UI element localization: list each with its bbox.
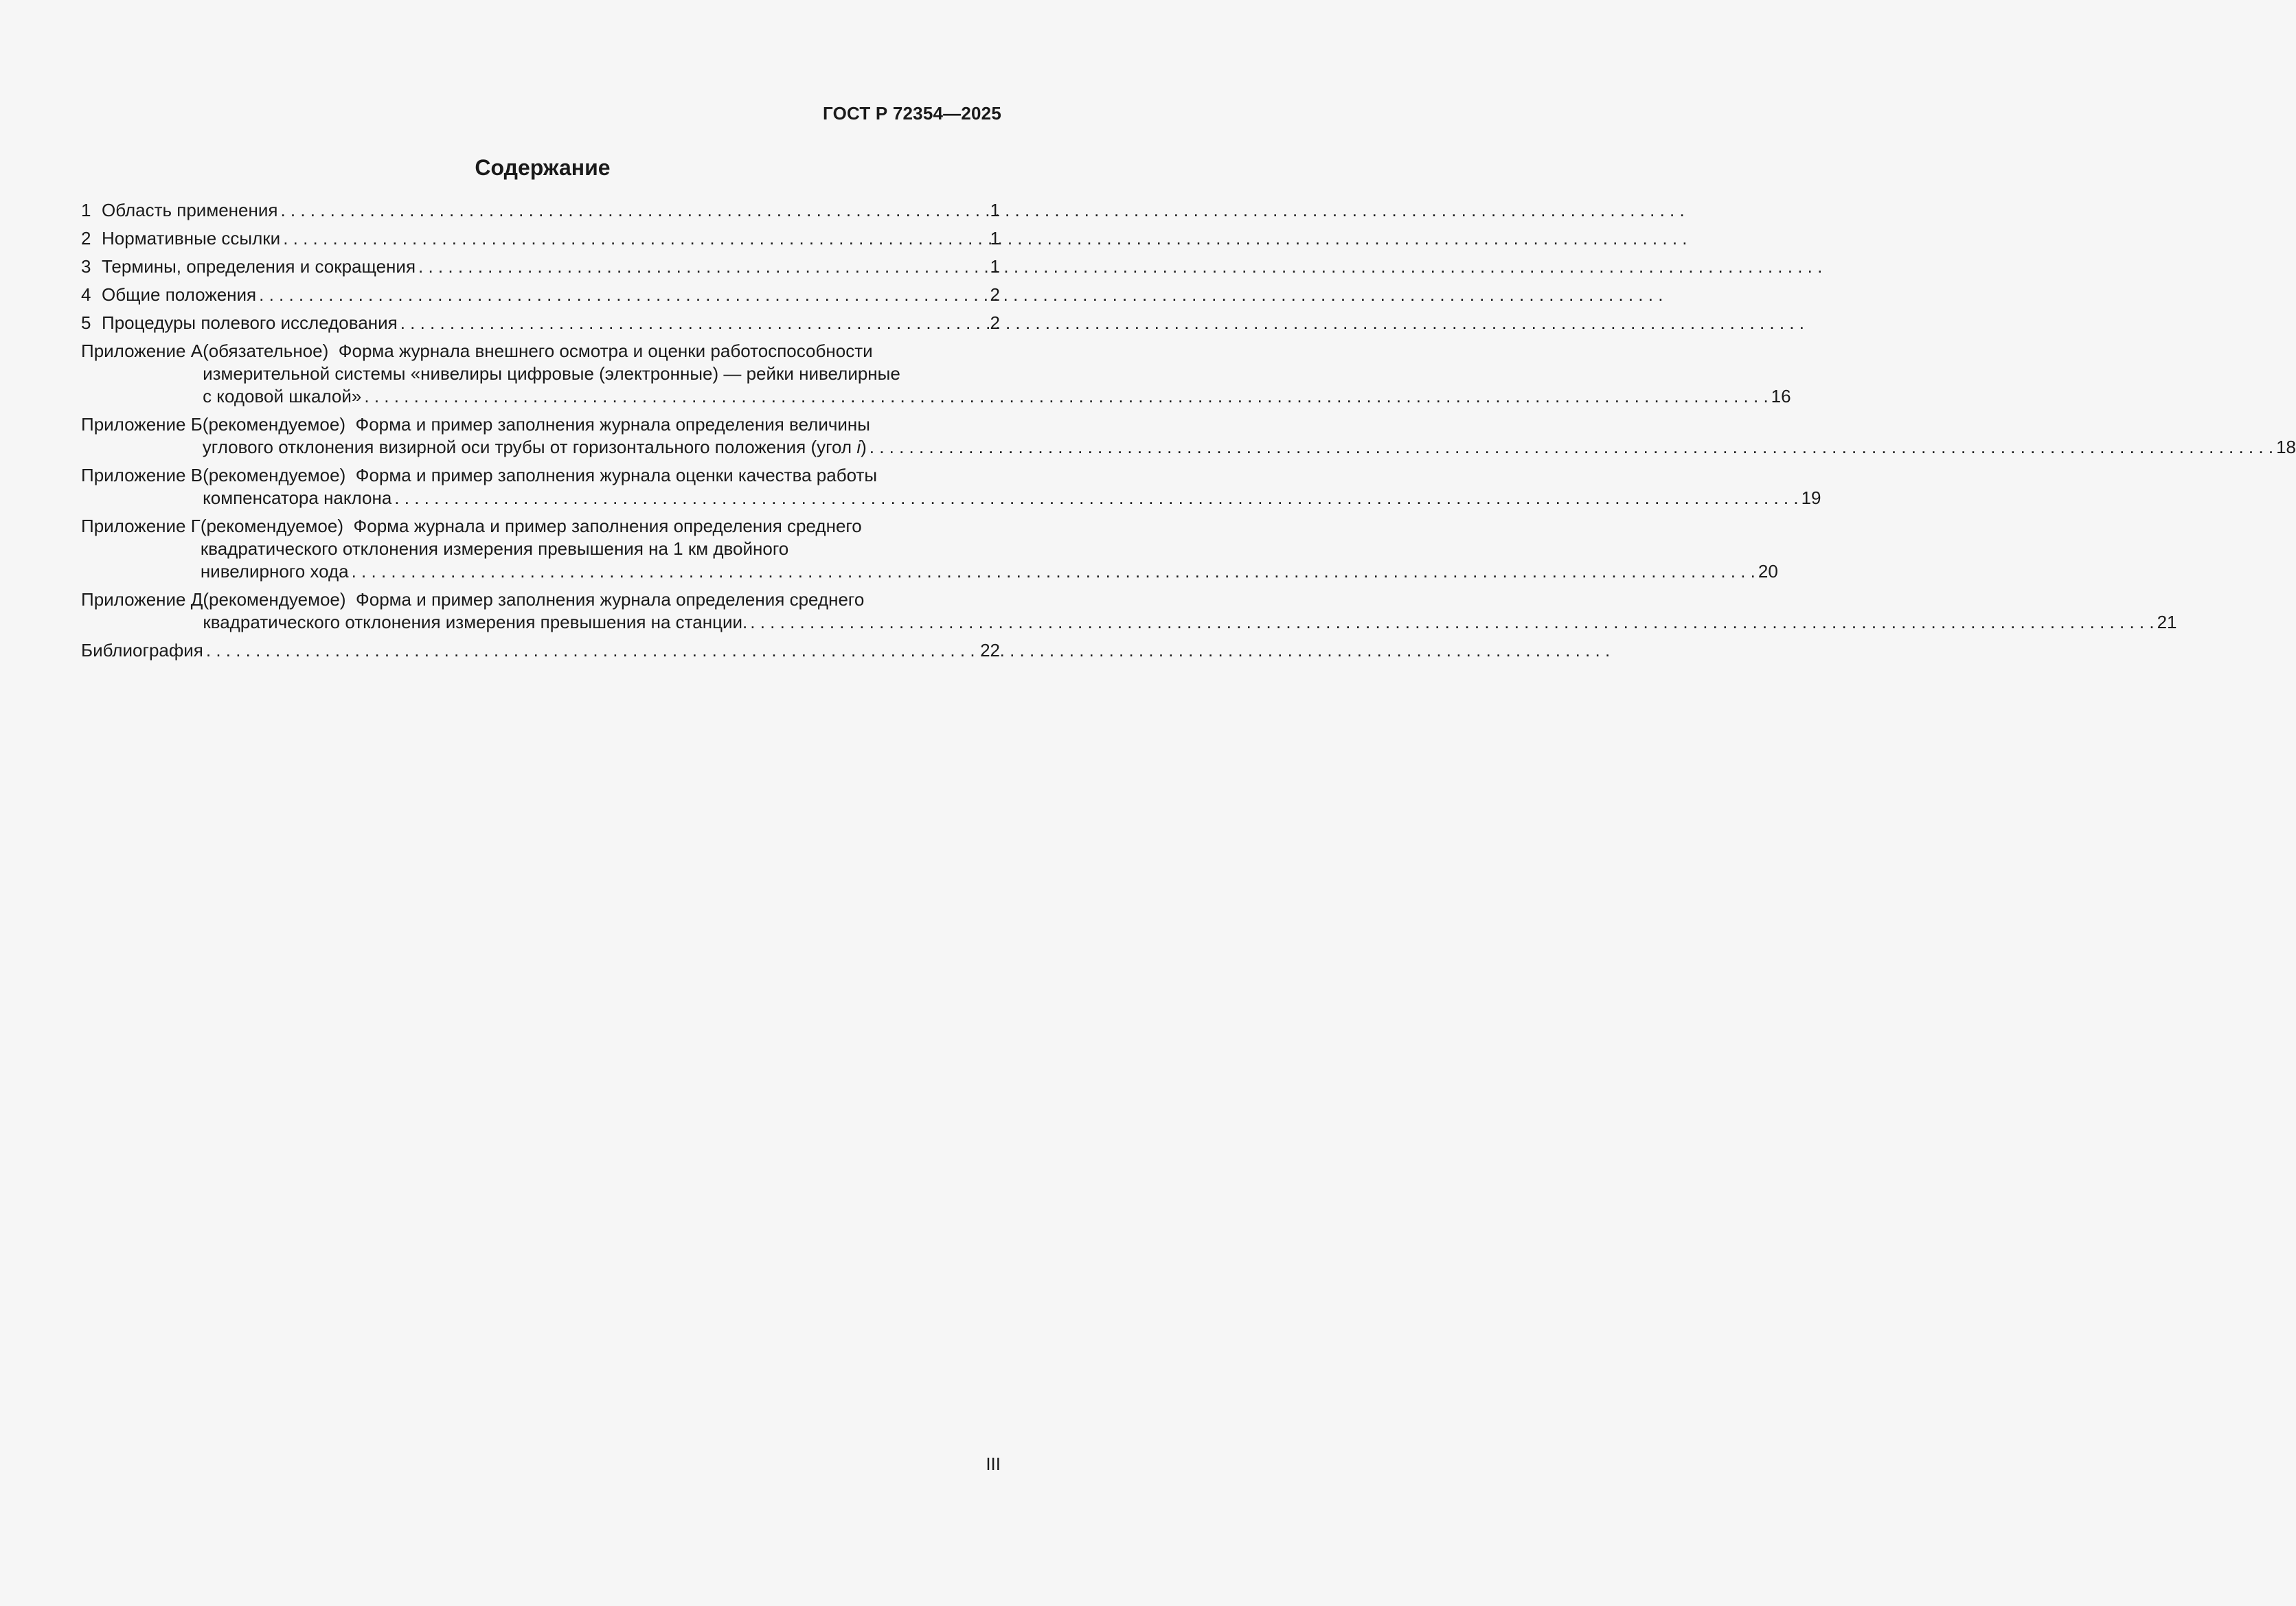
document-code: ГОСТ Р 72354—2025 [823, 103, 1001, 124]
appendix-label: Приложение Д [81, 589, 203, 610]
section-number: 5 [81, 312, 91, 333]
table-of-contents [81, 199, 2296, 667]
section-title: Процедуры полевого исследования [102, 312, 398, 333]
appendix-title-line: Форма и пример заполнения журнала оценки качества работы [355, 465, 878, 485]
appendix-status: (рекомендуемое) [200, 516, 344, 536]
appendix-title-line: нивелирного хода [200, 561, 349, 582]
appendix-label: Приложение В [81, 465, 203, 485]
appendix-status: (рекомендуемое) [203, 465, 346, 485]
page-number: 16 [1771, 386, 1791, 406]
appendix-title-line: Форма и пример заполнения журнала определения величины [355, 414, 870, 435]
section-title: Область применения [102, 200, 278, 220]
dot-leader [869, 436, 2273, 459]
page-number: 22 [980, 640, 1000, 661]
dot-leader [418, 255, 1822, 278]
section-number: 3 [81, 256, 91, 277]
appendix-label: Приложение Б [81, 414, 203, 435]
dot-leader [750, 611, 2154, 634]
section-number: 2 [81, 228, 91, 249]
toc-entry-bibliography[interactable] [81, 639, 1000, 662]
bibliography-title: Библиография [81, 640, 203, 661]
dot-leader [400, 312, 1804, 334]
section-number: 1 [81, 200, 91, 220]
appendix-title-line: Форма журнала и пример заполнения определения среднего [353, 516, 862, 536]
toc-entry-section-2[interactable] [81, 227, 1000, 250]
dot-leader [364, 385, 1768, 408]
dot-leader [206, 639, 1610, 662]
toc-entry-section-4[interactable] [81, 284, 1000, 306]
section-number: 4 [81, 284, 91, 305]
appendix-title-line: с кодовой шкалой» [203, 386, 362, 406]
toc-entry-section-3[interactable] [81, 255, 1000, 278]
appendix-title-line: квадратического отклонения измерения превышения на станции. [203, 612, 748, 632]
appendix-label: Приложение Г [81, 516, 201, 536]
appendix-label: Приложение А [81, 341, 203, 361]
appendix-title-line: углового отклонения визирной оси трубы от горизонтального положения (угол [202, 437, 852, 457]
appendix-title-line: измерительной системы «нивелиры цифровые (электронные) — рейки нивелирные [203, 363, 900, 384]
page-number: 1 [990, 228, 1000, 249]
toc-entry-appendix-d[interactable] [81, 588, 2177, 634]
page-number: 20 [1758, 561, 1778, 582]
appendix-status: (рекомендуемое) [203, 589, 346, 610]
toc-entry-appendix-g[interactable] [81, 515, 1778, 583]
closing-paren: ) [861, 437, 867, 457]
page-number: 19 [1801, 487, 1821, 508]
appendix-title-line: компенсатора наклона [203, 487, 392, 508]
page-number: 1 [990, 200, 1000, 220]
page-number: 1 [990, 256, 1000, 277]
toc-entry-appendix-a[interactable] [81, 340, 1791, 408]
dot-leader [280, 199, 1684, 222]
section-title: Общие положения [102, 284, 257, 305]
page-number: 18 [2276, 437, 2296, 457]
toc-entry-section-1[interactable] [81, 199, 1000, 222]
page-number-roman: III [986, 1454, 1001, 1474]
dot-leader [283, 227, 1687, 250]
toc-title: Содержание [475, 155, 611, 180]
toc-entry-appendix-v[interactable] [81, 464, 1821, 509]
appendix-status: (рекомендуемое) [202, 414, 345, 435]
toc-entry-section-5[interactable] [81, 312, 1000, 334]
section-title: Нормативные ссылки [102, 228, 281, 249]
appendix-title-line: Форма и пример заполнения журнала определения среднего [355, 589, 865, 610]
dot-leader [394, 487, 1798, 509]
appendix-title-line: квадратического отклонения измерения превышения на 1 км двойного [200, 538, 789, 559]
dot-leader [259, 284, 1663, 306]
section-title: Термины, определения и сокращения [102, 256, 416, 277]
page-number: 21 [2157, 612, 2177, 632]
page-number: 2 [990, 284, 1000, 305]
toc-entry-appendix-b[interactable] [81, 413, 2296, 459]
dot-leader [352, 560, 1755, 583]
appendix-title-line: Форма журнала внешнего осмотра и оценки работоспособности [338, 341, 873, 361]
page-number: 2 [990, 312, 1000, 333]
angle-symbol: i [856, 437, 861, 457]
appendix-status: (обязательное) [203, 341, 329, 361]
